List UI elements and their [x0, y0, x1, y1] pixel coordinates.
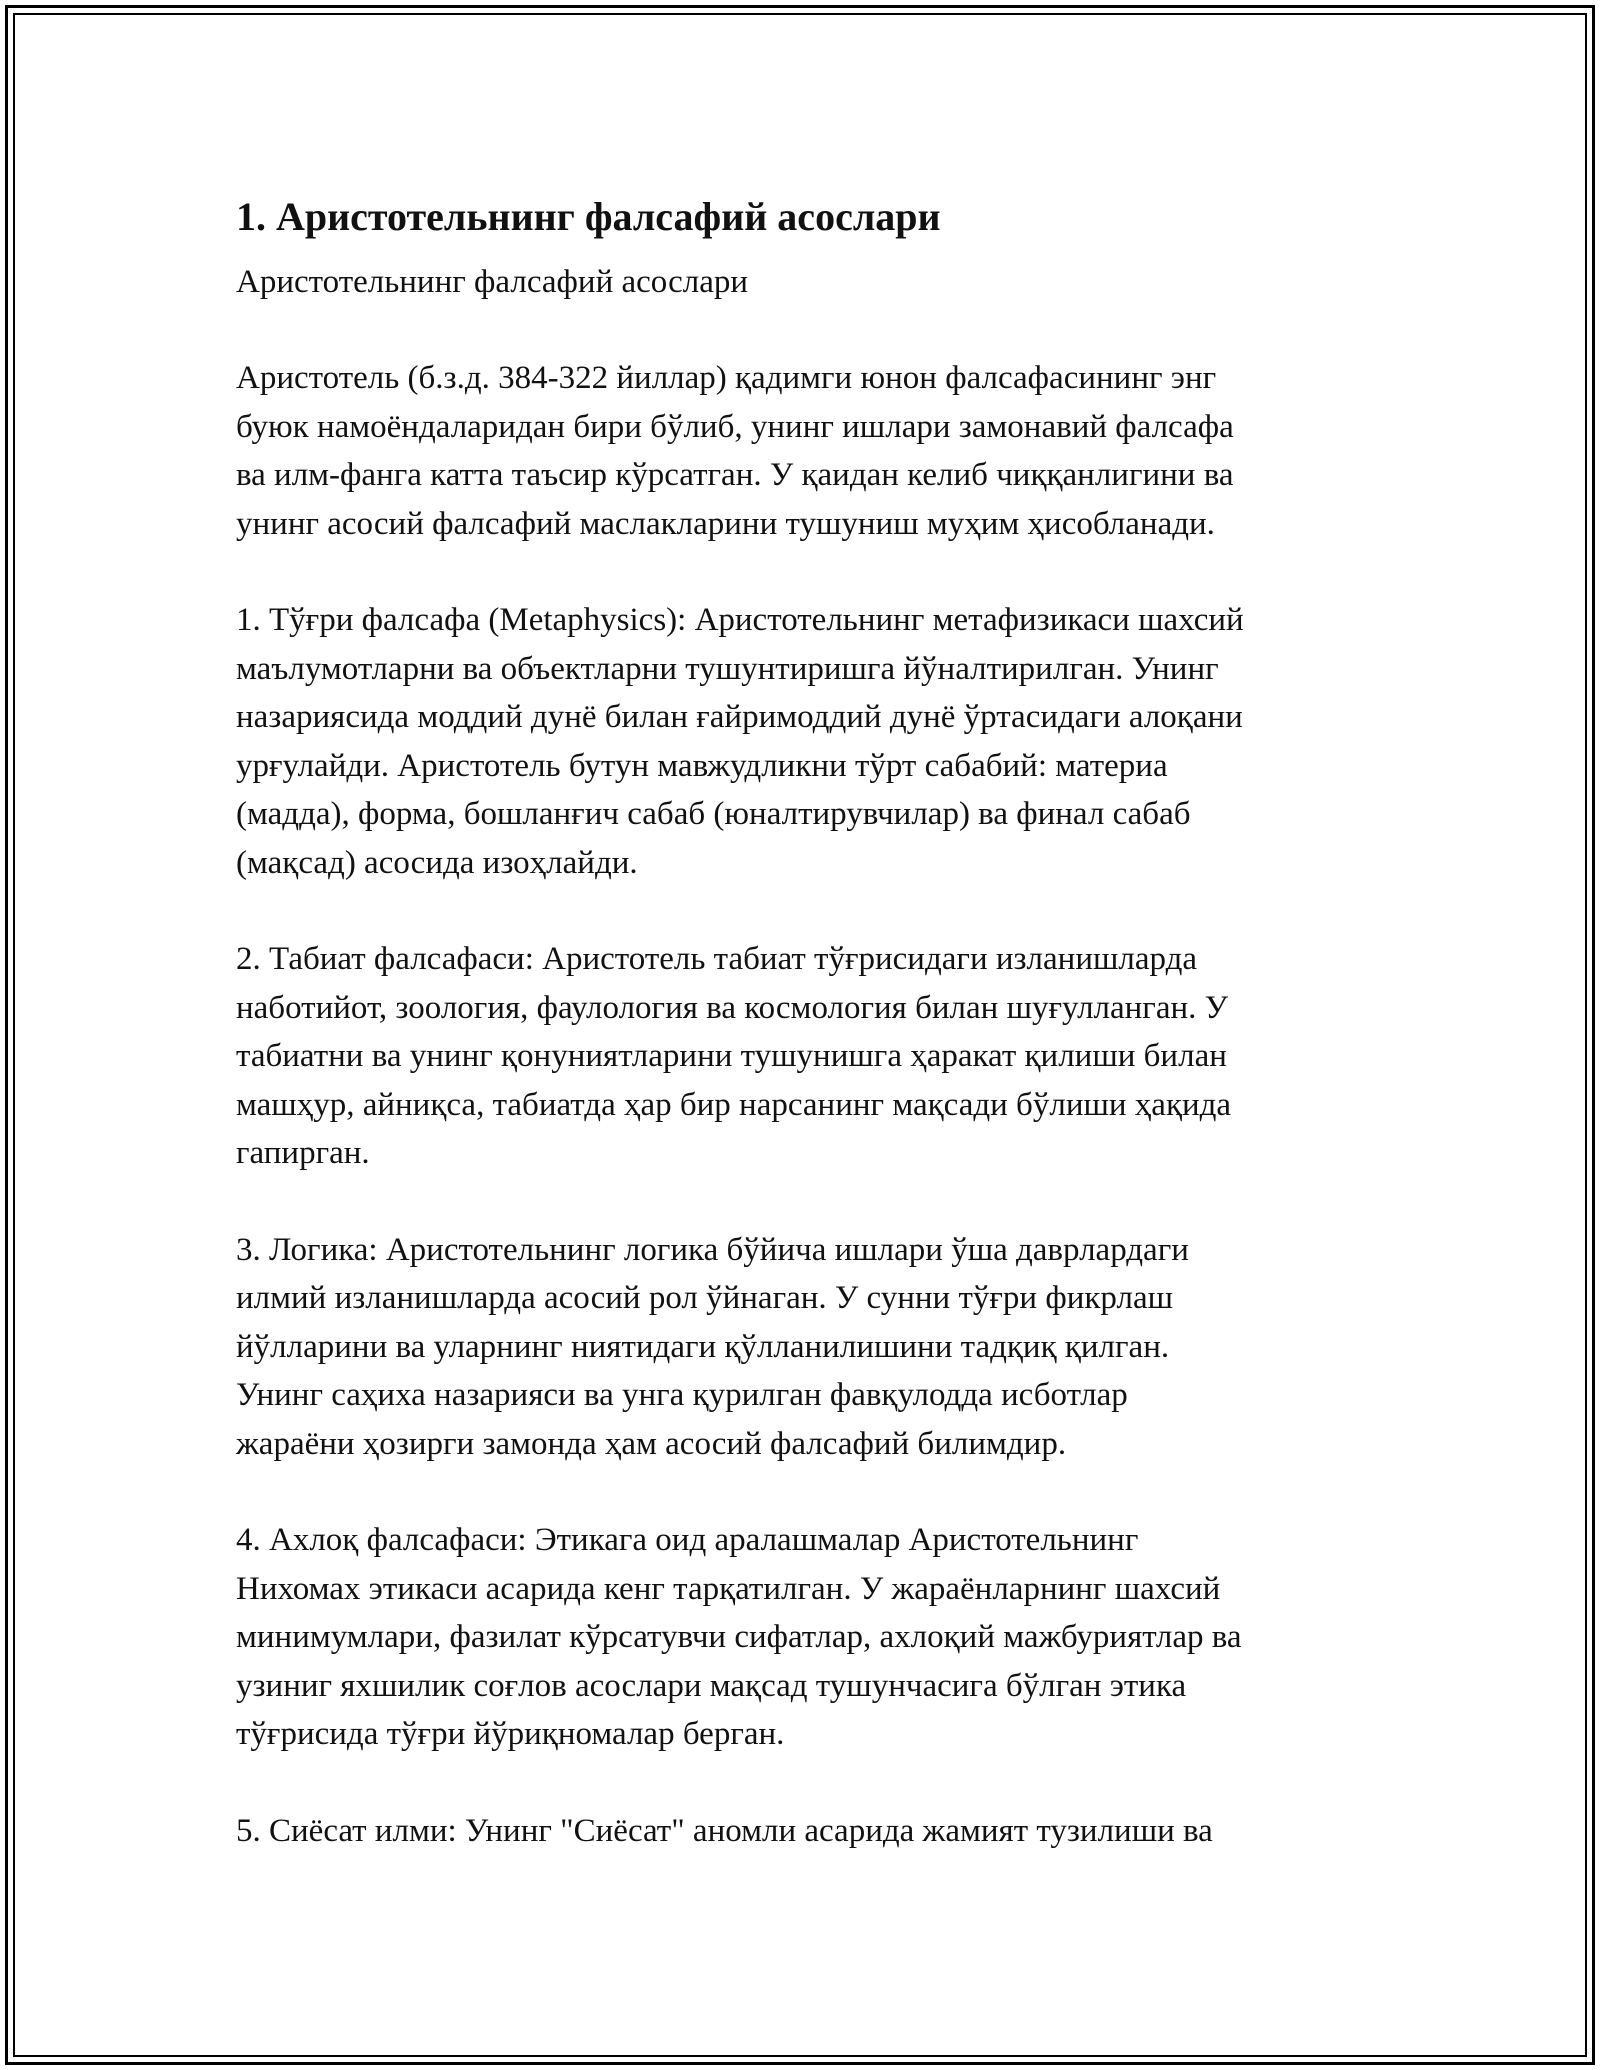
text-line: урғулайди. Аристотель бутун мавжудликни тўрт сабабий: материа: [236, 747, 1168, 784]
document-heading: 1. Аристотельнинг фалсафий асослари: [236, 194, 941, 239]
text-line: 4. Ахлоқ фалсафаси: Этикага оид аралашмалар Аристотельнинг: [236, 1522, 1139, 1558]
text-line: маълумотларни ва объектларни тушунтиришга йўналтирилган. Унинг: [236, 650, 1219, 687]
text-line: ва илм-фанга катта таъсир кўрсатган. У қаидан келиб чиққанлигини ва: [236, 457, 1234, 493]
text-line: жараёни ҳозирги замонда ҳам асосий фалсафий билимдир.: [236, 1425, 1067, 1462]
text-line: Нихомах этикаси асарида кенг тарқатилган. У жараёнларнинг шахсий: [236, 1570, 1221, 1607]
text-line: табиатни ва унинг қонуниятларини тушунишга ҳаракат қилиши билан: [236, 1038, 1227, 1074]
text-line: наботийот, зоология, фаулология ва космология билан шуғулланган. У: [236, 989, 1229, 1026]
paragraph-logic: [236, 1226, 1386, 1469]
paragraph-politics: [236, 1807, 1386, 1856]
text-line: 1. Тўғри фалсафа (Metaphysics): Аристотельнинг метафизикаси шахсий: [236, 602, 1244, 638]
paragraph-nature-philosophy: [236, 935, 1386, 1178]
text-line: буюк намоёндаларидан бири бўлиб, унинг ишлари замонавий фалсафа: [236, 408, 1234, 445]
text-line: (мадда), форма, бошланғич сабаб (юналтирувчилар) ва финал сабаб: [236, 796, 1191, 832]
text-line: унинг асосий фалсафий маслакларини тушуниш муҳим ҳисобланади.: [236, 505, 1215, 542]
text-line: йўлларини ва уларнинг ниятидаги қўлланилишини тадқиқ қилган.: [236, 1328, 1170, 1365]
text-line: гапирган.: [236, 1135, 370, 1171]
text-line: 2. Табиат фалсафаси: Аристотель табиат тўғрисидаги изланишларда: [236, 941, 1198, 977]
text-line: илмий изланишларда асосий рол ўйнаган. У сунни тўғри фикрлаш: [236, 1280, 1174, 1316]
text-line: Аристотель (б.з.д. 384-322 йиллар) қадимги юнон фалсафасининг энг: [236, 360, 1217, 396]
paragraph-ethics: [236, 1516, 1386, 1759]
document-subtitle: Аристотельнинг фалсафий асослари: [236, 264, 749, 300]
text-line: узиниг яхшилик соғлов асослари мақсад тушунчасига бўлган этика: [236, 1667, 1187, 1704]
text-line: 5. Сиёсат илми: Унинг "Сиёсат" аномли асарида жамият тузилиши ва: [236, 1812, 1213, 1849]
text-line: назариясида моддий дунё билан ғайримоддий дунё ўртасидаги алоқани: [236, 699, 1243, 735]
text-line: тўғрисида тўғри йўриқномалар берган.: [236, 1716, 785, 1752]
text-line: (мақсад) асосида изоҳлайди.: [236, 844, 638, 881]
paragraph-metaphysics: [236, 596, 1386, 887]
text-line: минимумлари, фазилат кўрсатувчи сифатлар, ахлоқий мажбуриятлар ва: [236, 1619, 1242, 1655]
text-line: 3. Логика: Аристотельнинг логика бўйича ишлари ўша даврлардаги: [236, 1231, 1189, 1268]
paragraph-intro: [236, 354, 1386, 548]
text-line: машҳур, айниқса, табиатда ҳар бир нарсанинг мақсади бўлиши ҳақида: [236, 1086, 1232, 1123]
document-body: [236, 182, 1386, 1855]
text-line: Унинг саҳиха назарияси ва унга қурилган фавқулодда исботлар: [236, 1377, 1128, 1413]
